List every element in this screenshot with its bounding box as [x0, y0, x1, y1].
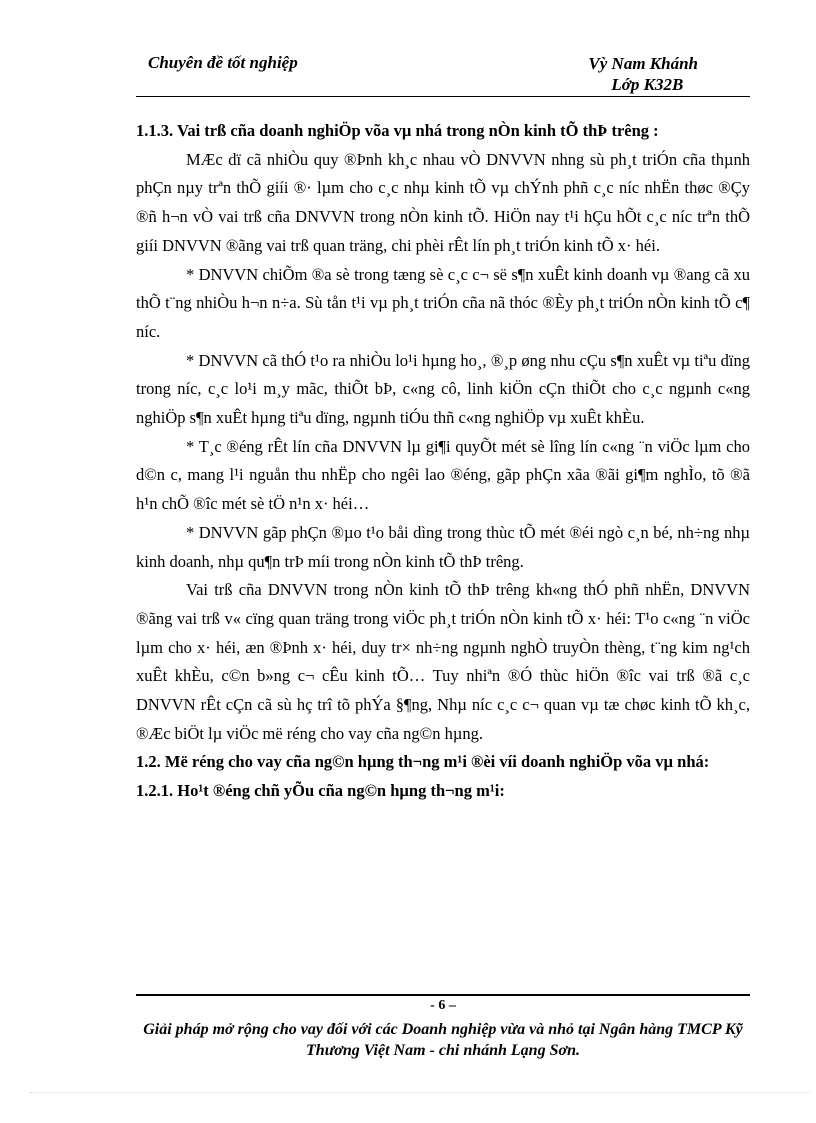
header-divider [136, 96, 750, 97]
body-paragraph: * DNVVN cã thÓ t¹o ra nhiÒu lo¹i hµng ho¸, ®¸p øng nhu cÇu s¶n xuÊt vµ tiªu dïng trong níc, c¸c lo¹i m¸y mãc, thiÕt bÞ, c«ng cô, linh kiÖn cÇn thiÕt cho c¸c ngµnh c«ng nghiÖp s¶n xuÊt hµng tiªu dïng, ngµnh tiÓu thñ c«ng nghiÖp vµ xuÊt khÈu. [136, 350, 750, 428]
header-class: Lớp K32B [611, 75, 684, 94]
section-heading-1-1-3: 1.1.3. Vai trß cña doanh nghiÖp võa vµ nhá trong nÒn kinh tÕ thÞ trêng : [136, 121, 659, 140]
section-heading-1-2: 1.2. Më réng cho vay cña ng©n hµng th¬ng m¹i ®èi víi doanh nghiÖp võa vµ nhá: [136, 752, 710, 772]
body-paragraph: MÆc dï cã nhiÒu quy ®Þnh kh¸c nhau vÒ DNVVN nhng sù ph¸t triÓn cña thµnh phÇn nµy trªn thÕ giíi ®· lµm cho c¸c nhµ kinh tÕ vµ chÝnh phñ c¸c níc nhËn thøc ®Çy ®ñ h¬n vÒ vai trß cña DNVVN trong nÒn kinh tÕ. HiÖn nay t¹i hÇu hÕt c¸c níc trªn thÕ giíi DNVVN ®ãng vai trß quan träng, chi phèi rÊt lín ph¸t triÓn kinh tÕ x· héi. [136, 149, 750, 255]
footer-divider [136, 994, 750, 996]
body-paragraph: * T¸c ®éng rÊt lín cña DNVVN lµ gi¶i quyÕt mét sè lîng lín c«ng ¨n viÖc lµm cho d©n c, mang l¹i nguån thu nhËp cho ngêi lao ®éng, gãp phÇn xãa ®ãi gi¶m nghÌo, tõ ®ã h¹n chÕ ®îc mét sè tÖ n¹n x· héi… [136, 436, 750, 514]
page-body [136, 117, 750, 806]
header-document-type: Chuyên đề tốt nghiệp [148, 53, 298, 72]
page-header [136, 50, 750, 96]
body-paragraph: * DNVVN gãp phÇn ®µo t¹o båi dìng trong thùc tÕ mét ®éi ngò c¸n bé, nh÷ng nhµ kinh doanh, nhµ qu¶n trÞ míi trong nÒn kinh tÕ thÞ trêng. [136, 522, 750, 571]
page-number: - 6 – [430, 998, 456, 1013]
footer-thesis-title: Giải pháp mở rộng cho vay đối với các Doanh nghiệp vừa và nhỏ tại Ngân hàng TMCP Kỹ Thương Việt Nam - chi nhánh Lạng Sơn. [143, 1021, 743, 1059]
header-author-name: Vỳ Nam Khánh [588, 54, 698, 73]
section-heading-1-2-1: 1.2.1. Ho¹t ®éng chñ yÕu cña ng©n hµng th¬ng m¹i: [136, 781, 505, 801]
body-paragraph: Vai trß cña DNVVN trong nÒn kinh tÕ thÞ trêng kh«ng thÓ phñ nhËn, DNVVN ®ãng vai trß v« cïng quan träng trong viÖc ph¸t triÓn nÒn kinh tÕ x· héi: T¹o c«ng ¨n viÖc lµm cho x· héi, æn ®Þnh x· héi, duy tr× nh÷ng ngµnh nghÒ truyÒn thèng, t¨ng kim ng¹ch xuÊt khÈu, c©n b»ng c¬ cÊu kinh tÕ… Tuy nhiªn ®Ó thùc hiÖn ®îc vai trß ®ã c¸c DNVVN rÊt cÇn cã sù hç trî tõ phÝa §¶ng, Nhµ níc c¸c c¬ quan vµ tæ chøc kinh tÕ kh¸c, ®Æc biÖt lµ viÖc më réng cho vay cña ng©n hµng. [136, 580, 750, 743]
header-author-block [588, 53, 698, 95]
body-paragraph: * DNVVN chiÕm ®a sè trong tæng sè c¸c c¬ së s¶n xuÊt kinh doanh vµ ®ang cã xu thÕ t¨ng nhiÒu h¬n n÷a. Sù tån t¹i vµ ph¸t triÓn cña nã thóc ®Èy ph¸t triÓn nÒn kinh tÕ c¶ níc. [136, 264, 750, 341]
page-bottom-edge [30, 1092, 810, 1093]
